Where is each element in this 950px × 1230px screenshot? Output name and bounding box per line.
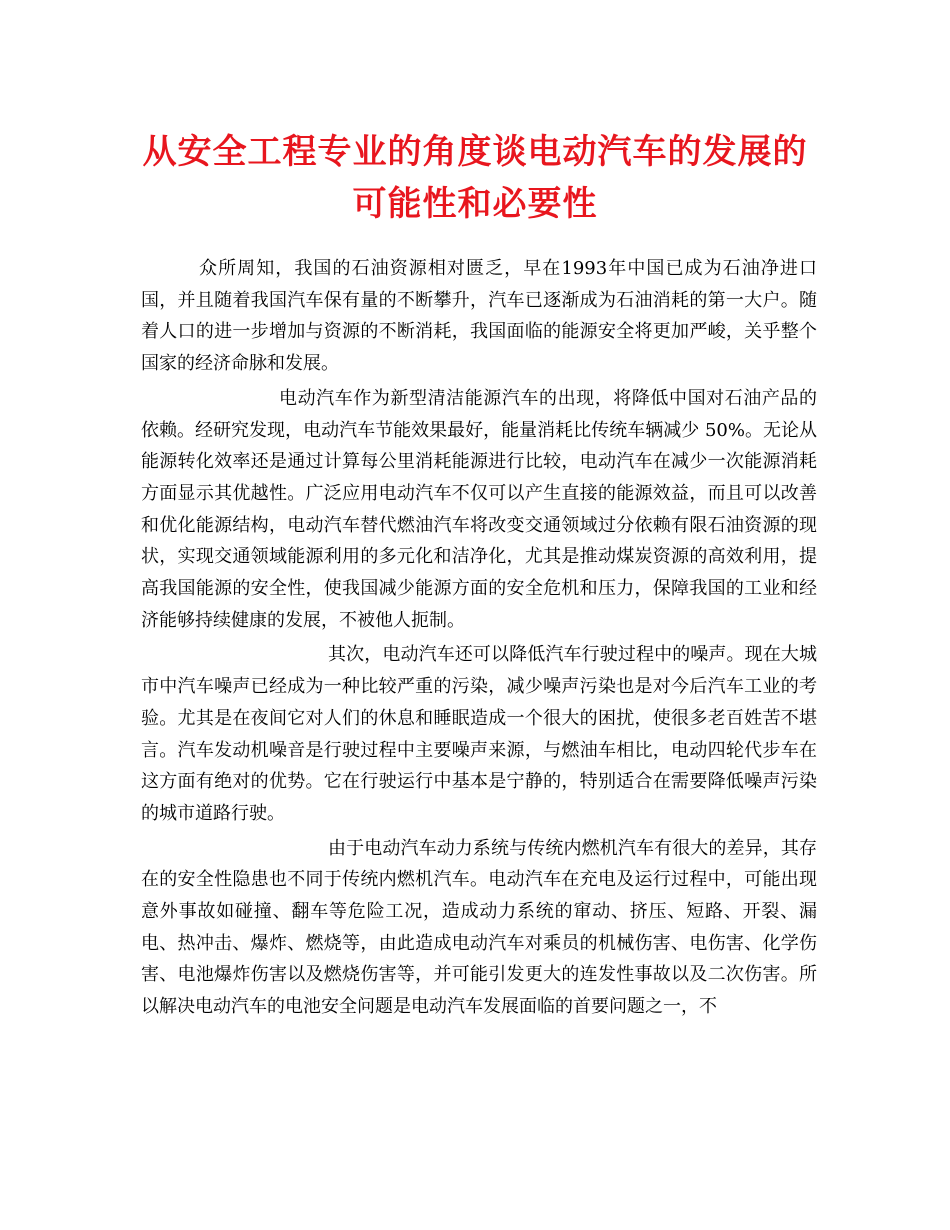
title-line-2: 可能性和必要性 [352, 184, 598, 224]
paragraph-2: 电动汽车作为新型清洁能源汽车的出现，将降低中国对石油产品的依赖。经研究发现，电动汽车节能效果最好，能量消耗比传统车辆减少 50%。无论从能源转化效率还是通过计算每公里消耗能源进行比较，电动汽车在减少一次能源消耗方面显示其优越性。广泛应用电动汽车不仅可以产生直接的能源效益，而且可以改善和优化能源结构，电动汽车替代燃油汽车将改变交通领域过分依赖有限石油资源的现状，实现交通领域能源利用的多元化和洁净化，尤其是推动煤炭资源的高效利用，提高我国能源的安全性，使我国减少能源方面的安全危机和压力，保障我国的工业和经济能够持续健康的发展，不被他人扼制。 [141, 387, 817, 631]
document-body [141, 253, 817, 1026]
title-line-1: 从安全工程专业的角度谈电动汽车的发展的 [142, 132, 808, 172]
paragraph-4: 由于电动汽车动力系统与传统内燃机汽车有很大的差异，其存在的安全性隐患也不同于传统内燃机汽车。电动汽车在充电及运行过程中，可能出现意外事故如碰撞、翻车等危险工况，造成动力系统的窜动、挤压、短路、开裂、漏电、热冲击、爆炸、燃烧等，由此造成电动汽车对乘员的机械伤害、电伤害、化学伤害、电池爆炸伤害以及燃烧伤害等，并可能引发更大的连发性事故以及二次伤害。所以解决电动汽车的电池安全问题是电动汽车发展面临的首要问题之一，不 [141, 837, 817, 1018]
document-title [120, 126, 830, 230]
paragraph-1: 众所周知，我国的石油资源相对匮乏，早在1993年中国已成为石油净进口国，并且随着我国汽车保有量的不断攀升，汽车已逐渐成为石油消耗的第一大户。随着人口的进一步增加与资源的不断消耗，我国面临的能源安全将更加严峻，关乎整个国家的经济命脉和发展。 [141, 258, 817, 375]
paragraph-3: 其次，电动汽车还可以降低汽车行驶过程中的噪声。现在大城市中汽车噪声已经成为一种比较严重的污染，减少噪声污染也是对今后汽车工业的考验。尤其是在夜间它对人们的休息和睡眠造成一个很大的困扰，使很多老百姓苦不堪言。汽车发动机噪音是行驶过程中主要噪声来源，与燃油车相比，电动四轮代步车在这方面有绝对的优势。它在行驶运行中基本是宁静的，特别适合在需要降低噪声污染的城市道路行驶。 [141, 644, 817, 824]
